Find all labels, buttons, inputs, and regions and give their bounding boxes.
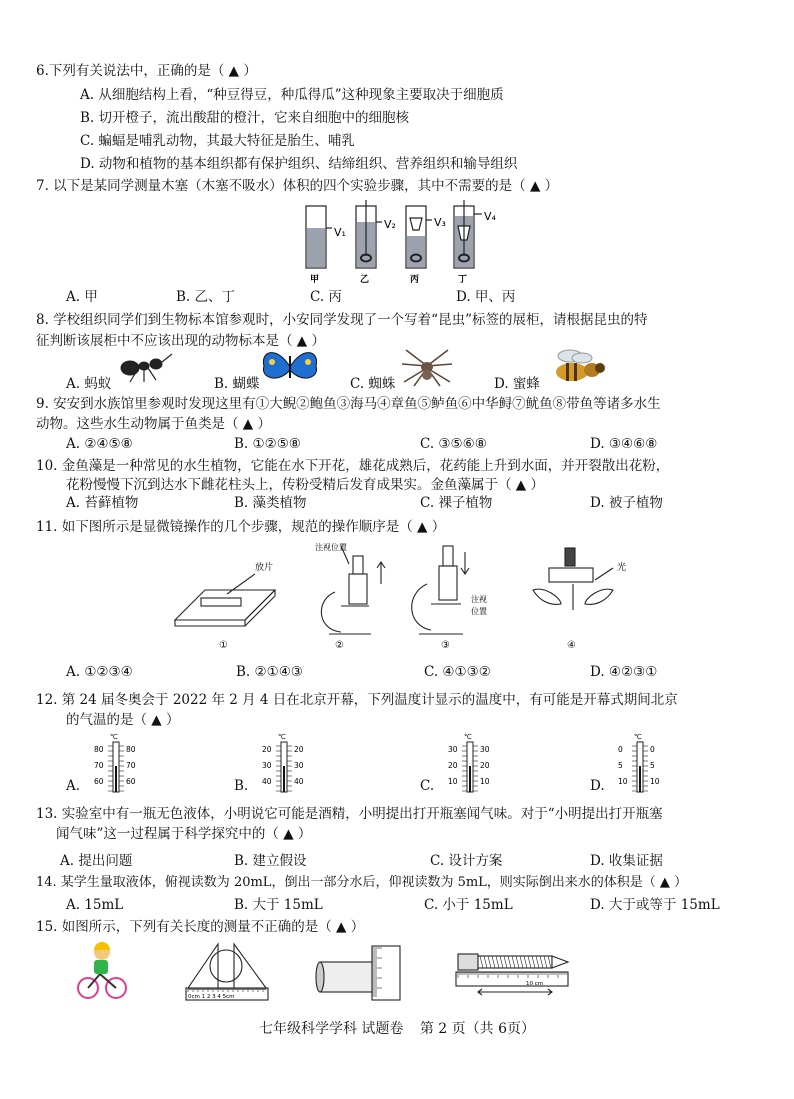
thermometer-tick-label: 0 [618,745,623,754]
q9-option-d: D. ③④⑥⑧ [590,436,658,452]
q7-stem: 7. 以下是某同学测量木塞（木塞不吸水）体积的四个实验步骤，其中不需要的是（ ▲ ） [36,178,559,194]
q11-option-a: A. ①②③④ [66,664,133,680]
label-v2: V₂ [384,218,396,231]
butterfly-image [258,346,322,388]
q12-option-c: C. [420,778,435,794]
page-footer [0,1018,794,1038]
q9-option-b: B. ①②⑤⑧ [234,436,301,452]
q10-option-a: A. 苔藓植物 [66,495,139,511]
thermometer-tick-label: 10 [650,777,660,786]
thermometer-a [86,730,146,800]
q7-option-b: B. 乙、丁 [176,289,236,305]
tag-bing: 丙 [410,275,420,285]
label-fangpian: 放片 [255,563,274,573]
step-num-1: ① [219,640,228,651]
q6-option-d: D. 动物和植物的基本组织都有保护组织、结缔组织、营养组织和输导组织 [80,156,518,172]
thermometer-liquid [283,766,285,792]
q14-option-c: C. 小于 15mL [424,897,513,913]
q6-option-a: A. 从细胞结构上看，“种豆得豆，种瓜得瓜”这种现象主要取决于细胞质 [80,87,504,103]
q11-stem: 11. 如下图所示是显微镜操作的几个步骤，规范的操作顺序是（ ▲ ） [36,519,446,535]
triangle-ruler-figure [184,940,270,1002]
bee-image [548,348,610,388]
thermometer-tick-label: 10 [480,777,490,786]
q9-stem-line2: 动物。这些水生动物属于鱼类是（ ▲ ） [36,416,271,432]
thermometer-tick-label: 70 [126,761,136,770]
thermometer-tick-label: 10 [448,777,458,786]
q7-option-a: A. 甲 [66,289,98,305]
thermometer-tick-label: 30 [448,745,458,754]
thermometer-tick-label: 80 [126,745,136,754]
microscope-steps-figure [165,540,625,652]
q11-option-b: B. ②①④③ [236,664,303,680]
thermometer-tick-label: 80 [94,745,104,754]
q8-option-c: C. 蜘蛛 [350,376,396,392]
q8-stem-line2: 征判断该展柜中不应该出现的动物标本是（ ▲ ） [36,333,325,349]
label-zhushi2b: 位置 [471,607,487,616]
cylinder-ruler-figure [312,944,418,1004]
thermometer-liquid [115,766,117,792]
q8-stem-line1: 8. 学校组织同学们到生物标本馆参观时，小安同学发现了一个写着“昆虫”标签的展柜，请根据昆虫的特 [36,312,648,328]
footer-page-number: 第 2 页（共 6页） [419,1021,536,1037]
q10-stem-line2: 花粉慢慢下沉到达水下雌花柱头上，传粉受精后发育成果实。金鱼藻属于（ ▲ ） [66,477,544,493]
thermometer-tick-label: 20 [262,745,272,754]
q8-option-d: D. 蜜蜂 [494,376,540,392]
tag-jia: 甲 [310,275,320,285]
ruler2-scale-label: 10 cm [526,981,544,987]
footer-subject: 七年级科学学科 试题卷 [258,1021,404,1037]
q13-stem-line2: 闻气味”这一过程属于科学探究中的（ ▲ ） [56,826,312,842]
label-v3: V₃ [434,216,446,229]
thermometer-tick-label: 70 [94,761,104,770]
q10-option-c: C. 裸子植物 [420,495,493,511]
thermometer-tick-label: 40 [262,777,272,786]
q10-stem-line1: 10. 金鱼藻是一种常见的水生植物，它能在水下开花，雄花成熟后，花药能上升到水面，并开裂散出花粉， [36,458,670,474]
thermometer-liquid [469,766,471,792]
tag-ding: 丁 [458,275,468,285]
q14-stem: 14. 某学生量取液体，俯视读数为 20mL，倒出一部分水后，仰视读数为 5mL，则实际倒出来水的体积是（ ▲ ） [36,875,688,890]
q11-option-d: D. ④②③① [590,664,658,680]
thermometer-liquid [639,766,641,792]
q13-option-c: C. 设计方案 [430,853,503,869]
q12-stem-line1: 12. 第 24 届冬奥会于 2022 年 2 月 4 日在北京开幕，下列温度计显示的温度中，有可能是开幕式期间北京 [36,692,678,708]
step-num-4: ④ [567,640,576,651]
thermometer-d [610,730,670,800]
thermometer-unit: ℃ [110,733,118,741]
q13-option-b: B. 建立假设 [234,853,307,869]
thermometer-tick-label: 20 [294,745,304,754]
cyclist-image [76,940,128,1002]
q12-option-d: D. [590,778,605,794]
q7-option-c: C. 丙 [310,289,342,305]
q8-option-b: B. 蝴蝶 [214,376,260,392]
q9-option-c: C. ③⑤⑥⑧ [420,436,487,452]
thermometer-unit: ℃ [634,733,642,741]
thermometer-tick-label: 30 [480,745,490,754]
q7-option-d: D. 甲、丙 [456,289,516,305]
thermometer-tick-label: 5 [618,761,623,770]
q14-option-b: B. 大于 15mL [234,897,323,913]
thermometer-c [440,730,500,800]
step-num-2: ② [335,640,344,651]
q15-stem: 15. 如图所示，下列有关长度的测量不正确的是（ ▲ ） [36,919,365,935]
q13-option-a: A. 提出问题 [60,853,133,869]
q6-stem: 6.下列有关说法中，正确的是（ ▲ ） [36,63,257,79]
cylinder-figure [296,200,511,284]
q12-option-b: B. [234,778,249,794]
q10-option-b: B. 藻类植物 [234,495,307,511]
thermometer-unit: ℃ [278,733,286,741]
thermometer-tick-label: 60 [126,777,136,786]
q14-option-a: A. 15mL [66,897,124,913]
thermometer-tick-label: 20 [448,761,458,770]
thermometer-tick-label: 40 [294,777,304,786]
q13-stem-line1: 13. 实验室中有一瓶无色液体，小明说它可能是酒精，小明提出打开瓶塞闻气味。对于“小明提出打开瓶塞 [36,806,663,822]
thermometer-b [254,730,314,800]
thermometer-tick-label: 10 [618,777,628,786]
tag-yi: 乙 [360,275,370,285]
screw-ruler-figure [452,940,572,1002]
q8-option-a: A. 蚂蚁 [66,376,112,392]
q6-option-c: C. 蝙蝠是哺乳动物，其最大特征是胎生、哺乳 [80,133,355,149]
q10-option-d: D. 被子植物 [590,495,663,511]
thermometer-unit: ℃ [464,733,472,741]
thermometer-tick-label: 0 [650,745,655,754]
thermometer-tick-label: 30 [294,761,304,770]
q11-option-c: C. ④①③② [424,664,491,680]
q12-stem-line2: 的气温的是（ ▲ ） [66,712,180,728]
q9-option-a: A. ②④⑤⑧ [66,436,133,452]
q12-option-a: A. [66,778,81,794]
q13-option-d: D. 收集证据 [590,853,663,869]
ruler-scale-label: 0cm 1 2 3 4 5cm [188,994,235,1000]
label-zhushi: 注视位置 [315,543,347,552]
step-num-3: ③ [441,640,450,651]
thermometer-tick-label: 5 [650,761,655,770]
label-zhushi2a: 注视 [471,595,487,604]
thermometer-tick-label: 60 [94,777,104,786]
label-v4: V₄ [484,210,496,223]
thermometer-tick-label: 20 [480,761,490,770]
q6-option-b: B. 切开橙子，流出酸甜的橙汁，它来自细胞中的细胞核 [80,110,410,126]
q9-stem-line1: 9. 安安到水族馆里参观时发现这里有①大鲵②鲍鱼③海马④章鱼⑤鲈鱼⑥中华鲟⑦鱿鱼⑧带鱼等诸多水生 [36,396,661,412]
ant-image [116,348,178,386]
label-v1: V₁ [334,226,346,239]
q14-option-d: D. 大于或等于 15mL [590,897,720,913]
label-guang: 光 [617,563,627,573]
spider-image [398,346,456,388]
thermometer-tick-label: 30 [262,761,272,770]
